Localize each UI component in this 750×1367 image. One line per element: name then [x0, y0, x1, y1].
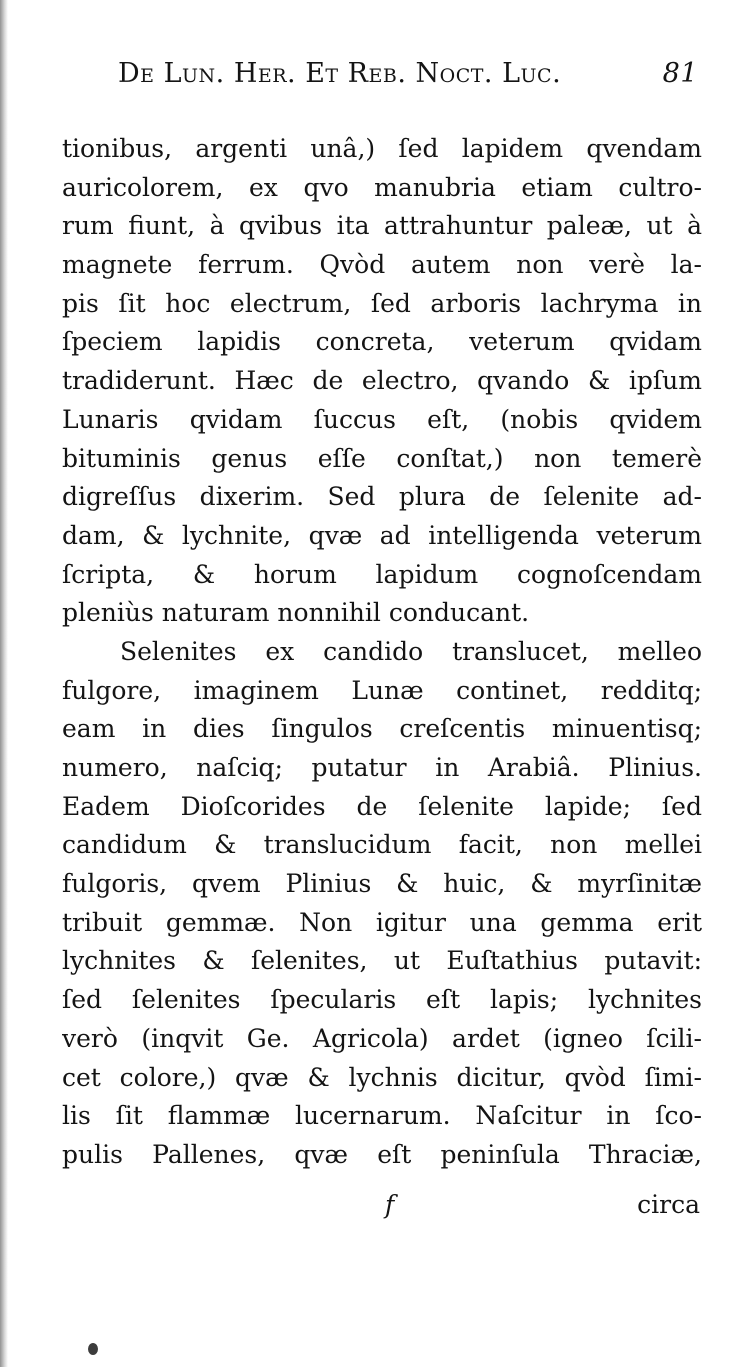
text-line: rum fiunt, à qvibus ita attrahuntur paleæ, ut à	[62, 211, 702, 241]
ink-spot	[88, 1343, 98, 1355]
page-number: 81	[662, 58, 698, 89]
text-line: fulgoris, qvem Plinius & huic, & myrſinitæ	[62, 869, 702, 899]
text-line: candidum & translucidum facit, non mellei	[62, 830, 702, 860]
text-line: tribuit gemmæ. Non igitur una gemma erit	[62, 907, 702, 937]
text-line: cet colore,) qvæ & lychnis dicitur, qvòd ſimi-	[62, 1062, 702, 1092]
text-line: pis ſit hoc electrum, ſed arboris lachryma in	[62, 288, 702, 318]
text-line: Eadem Dioſcorides de ſelenite lapide; ſed	[62, 791, 702, 821]
text-line: numero, naſciq; putatur in Arabiâ. Plinius.	[62, 753, 702, 782]
text-line: magnete ferrum. Qvòd autem non verè la-	[62, 250, 702, 280]
text-line: Lunaris qvidam ſuccus eſt, (nobis qvidem	[62, 404, 702, 434]
text-line: verò (inqvit Ge. Agricola) ardet (igneo ſcili-	[62, 1023, 702, 1053]
text-line: lychnites & ſelenites, ut Euſtathius putavit:	[62, 946, 702, 976]
text-line: dam, & lychnite, qvæ ad intelligenda veterum	[62, 520, 702, 550]
text-line: auricolorem, ex qvo manubria etiam cultro-	[62, 172, 702, 202]
text-line: pulis Pallenes, qvæ eſt peninſula Thraciæ,	[62, 1139, 702, 1169]
page-footer	[0, 1190, 750, 1230]
text-line: ſcripta, & horum lapidum cognoſcendam	[62, 559, 702, 589]
signature-mark: f	[385, 1190, 395, 1219]
text-line: eam in dies ſingulos creſcentis minuentisq;	[62, 714, 702, 744]
text-line: tradiderunt. Hæc de electro, qvando & ipſum	[62, 366, 702, 396]
text-line: bituminis genus eſſe conſtat,) non temerè	[62, 443, 702, 473]
text-line: fulgore, imaginem Lunæ continet, redditq;	[62, 675, 702, 705]
page-header	[118, 58, 698, 102]
text-line: digreſſus dixerim. Sed plura de ſelenite ad-	[62, 482, 702, 512]
running-head: De Lun. Her. Et Reb. Noct. Luc.	[118, 58, 562, 89]
paragraph-start-line: Selenites ex candido translucet, melleo	[120, 636, 702, 666]
text-line: tionibus, argenti unâ,) ſed lapidem qvendam	[62, 134, 702, 163]
page-edge-shadow	[0, 0, 8, 1367]
paragraph-end-line: pleniùs naturam nonnihil conducant.	[62, 598, 530, 628]
body-text	[62, 130, 702, 1175]
catchword: circa	[637, 1190, 700, 1219]
text-line: lis ſit flammæ lucernarum. Naſcitur in ſco-	[62, 1101, 702, 1131]
text-line: ſed ſelenites ſpecularis eſt lapis; lychnites	[62, 985, 702, 1015]
text-line: ſpeciem lapidis concreta, veterum qvidam	[62, 327, 702, 357]
